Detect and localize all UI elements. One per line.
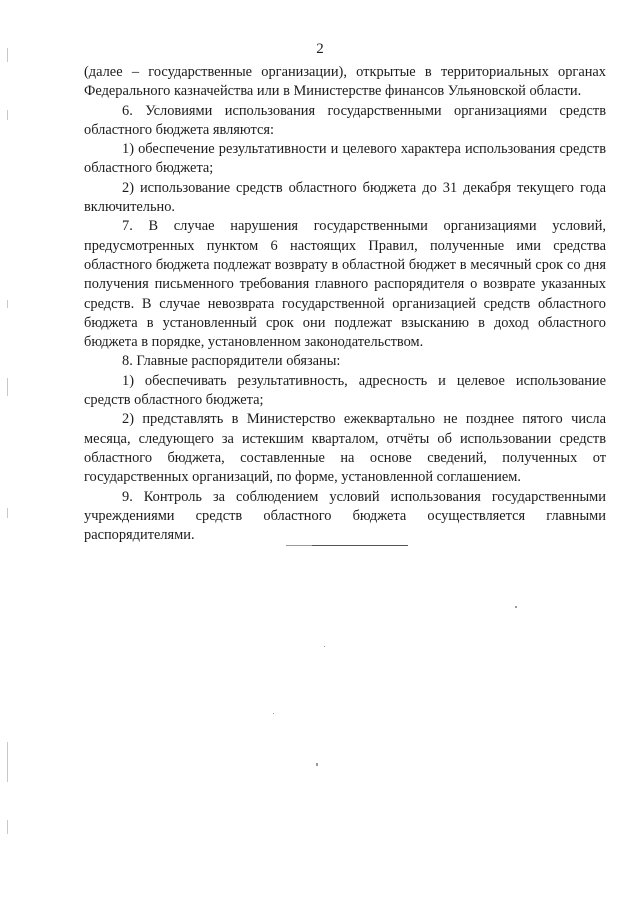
scan-margin-mark	[7, 742, 8, 782]
scan-speck	[316, 763, 318, 766]
paragraph-item-8-1: 1) обеспечивать результативность, адресность и целевое использование средств областного бюджета;	[84, 372, 606, 409]
paragraph-item-7: 7. В случае нарушения государственными организациями условий, предусмотренных пунктом 6 настоящих Правил, полученные ими средства областного бюджета подлежат возврату в областной бюджет в месячный срок со дня получения письменного требования главного распорядителя о возврате указанных средств. В случае невозврата государственной организацией средств областного бюджета в установленный срок они подлежат взысканию в доход областного бюджета в порядке, установленном законодательством.	[84, 218, 606, 351]
scan-margin-mark	[7, 508, 8, 518]
page-number: 2	[316, 41, 324, 57]
scan-margin-mark	[7, 110, 8, 120]
paragraph-continuation: (далее – государственные организации), открытые в территориальных органах Федерального казначейства или в Министерстве финансов Ульяновской области.	[84, 64, 606, 100]
closing-rule-line	[286, 545, 408, 546]
paragraph-item-9: 9. Контроль за соблюдением условий использования государственными учреждениями средств областного бюджета осуществляется главными распорядителями.	[84, 488, 606, 544]
scan-speck	[324, 646, 325, 647]
scan-margin-mark	[7, 378, 8, 396]
paragraph-item-6-1: 1) обеспечение результативности и целевого характера использования средств областного бюджета;	[84, 141, 606, 177]
scan-margin-mark	[7, 300, 8, 308]
document-body	[84, 63, 606, 545]
scan-speck	[273, 713, 274, 714]
scan-speck	[515, 606, 517, 608]
paragraph-item-8: 8. Главные распорядители обязаны:	[122, 353, 341, 370]
paragraph-item-6-2: 2) использование средств областного бюджета до 31 декабря текущего года включительно.	[84, 179, 606, 216]
paragraph-item-8-2: 2) представлять в Министерство ежеквартально не позднее пятого числа месяца, следующего за истекшим кварталом, отчёты об использовании средств областного бюджета, составленные на основе сведений, полученных от государственных организаций, по форме, установленной соглашением.	[84, 411, 606, 486]
scan-margin-mark	[7, 820, 8, 834]
paragraph-item-6: 6. Условиями использования государственными организациями средств областного бюджета являются:	[84, 102, 606, 138]
scan-margin-mark	[7, 48, 8, 62]
